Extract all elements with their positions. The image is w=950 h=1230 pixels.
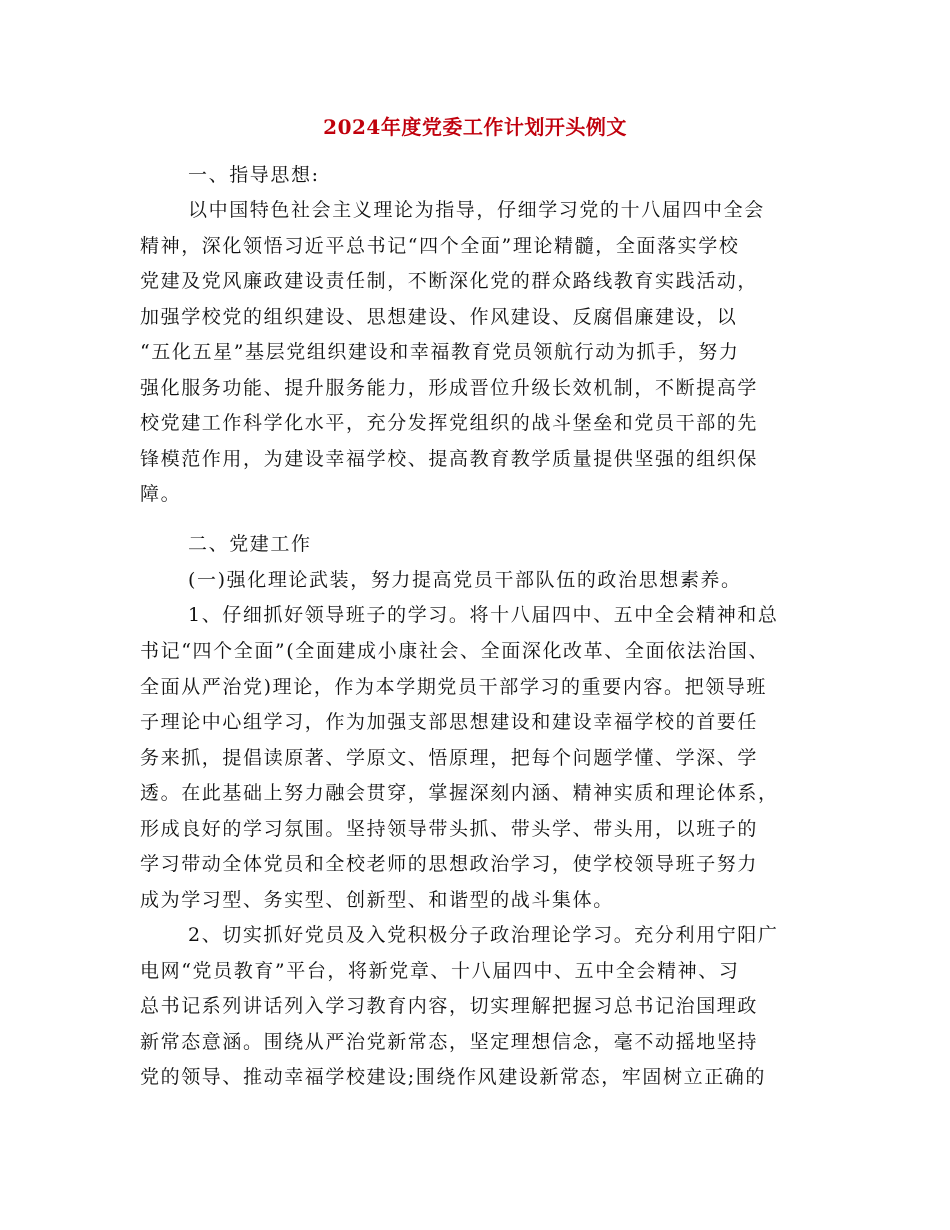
paragraph-line: 以中国特色社会主义理论为指导，仔细学习党的十八届四中全会 — [188, 199, 765, 221]
paragraph-line: 透。在此基础上努力融会贯穿，掌握深刻内涵、精神实质和理论体系， — [140, 782, 779, 804]
paragraph-line: 校党建工作科学化水平，充分发挥党组织的战斗堡垒和党员干部的先 — [140, 412, 759, 434]
paragraph-line: 全面从严治党)理论，作为本学期党员干部学习的重要内容。把领导班 — [140, 676, 768, 698]
paragraph-line: 新常态意涵。围绕从严治党新常态，坚定理想信念，毫不动摇地坚持 — [140, 1031, 759, 1053]
paragraph-line: 电网“党员教育”平台，将新党章、十八届四中、五中全会精神、习 — [140, 960, 740, 982]
paragraph-line: 2、切实抓好党员及入党积极分子政治理论学习。充分利用宁阳广 — [188, 924, 779, 946]
paragraph-line: 务来抓，提倡读原著、学原文、悟原理，把每个问题学懂、学深、学 — [140, 747, 759, 769]
paragraph-line: 成为学习型、务实型、创新型、和谐型的战斗集体。 — [140, 889, 614, 911]
paragraph-line: 形成良好的学习氛围。坚持领导带头抓、带头学、带头用，以班子的 — [140, 818, 759, 840]
section-heading: 二、党建工作 — [188, 533, 312, 555]
document-title: 2024年度党委工作计划开头例文 — [323, 115, 627, 139]
paragraph-line: 书记“四个全面”(全面建成小康社会、全面深化改革、全面依法治国、 — [140, 640, 770, 662]
paragraph-line: 精神，深化领悟习近平总书记“四个全面”理论精髓，全面落实学校 — [140, 235, 740, 257]
paragraph-line: 障。 — [140, 483, 182, 505]
paragraph-line: 党建及党风廉政建设责任制，不断深化党的群众路线教育实践活动， — [140, 270, 759, 292]
subsection-heading: (一)强化理论武装，努力提高党员干部队伍的政治思想素养。 — [188, 569, 742, 591]
paragraph-line: 加强学校党的组织建设、思想建设、作风建设、反腐倡廉建设，以 — [140, 306, 738, 328]
paragraph-line: 1、仔细抓好领导班子的学习。将十八届四中、五中全会精神和总 — [188, 604, 779, 626]
paragraph-line: “五化五星”基层党组织建设和幸福教育党员领航行动为抓手，努力 — [140, 341, 740, 363]
section-heading: 一、指导思想: — [188, 164, 320, 186]
paragraph-line: 党的领导、推动幸福学校建设;围绕作风建设新常态，牢固树立正确的 — [140, 1066, 767, 1088]
paragraph-line: 强化服务功能、提升服务能力，形成晋位升级长效机制，不断提高学 — [140, 377, 759, 399]
paragraph-line: 总书记系列讲话列入学习教育内容，切实理解把握习总书记治国理政 — [140, 995, 759, 1017]
paragraph-line: 学习带动全体党员和全校老师的思想政治学习，使学校领导班子努力 — [140, 853, 759, 875]
paragraph-line: 子理论中心组学习，作为加强支部思想建设和建设幸福学校的首要任 — [140, 711, 759, 733]
paragraph-line: 锋模范作用，为建设幸福学校、提高教育教学质量提供坚强的组织保 — [140, 448, 759, 470]
